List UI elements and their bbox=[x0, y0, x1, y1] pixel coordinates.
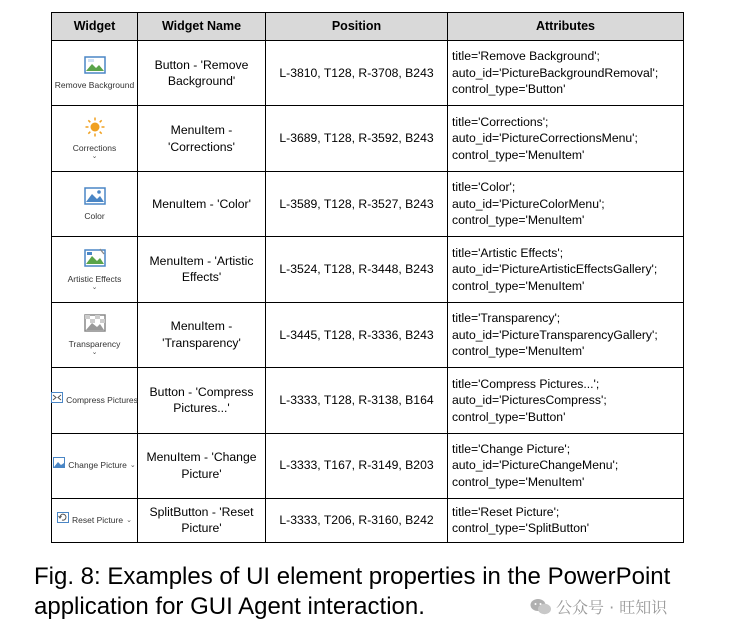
attribute-line: control_type='MenuItem' bbox=[452, 344, 585, 359]
attribute-line: control_type='Button' bbox=[452, 409, 566, 424]
attribute-line: title='Artistic Effects'; bbox=[452, 245, 564, 260]
widget-label: Artistic Effects bbox=[67, 274, 122, 285]
table-row bbox=[52, 41, 684, 106]
table-header-row bbox=[52, 13, 684, 41]
widget-name-cell: Button - 'Remove Background' bbox=[138, 41, 266, 106]
attribute-line: control_type='MenuItem' bbox=[452, 147, 585, 162]
widget-name-cell: Button - 'Compress Pictures...' bbox=[138, 368, 266, 433]
attribute-line: title='Corrections'; bbox=[452, 114, 549, 129]
widget-name-cell: SplitButton - 'Reset Picture' bbox=[138, 498, 266, 542]
widget-label: Change Picture bbox=[68, 460, 127, 471]
widget-cell bbox=[52, 41, 138, 106]
attribute-line: control_type='Button' bbox=[452, 82, 566, 97]
widget-preview bbox=[54, 187, 135, 222]
watermark bbox=[530, 595, 667, 618]
attribute-line: control_type='MenuItem' bbox=[452, 474, 585, 489]
chevron-down-icon: ⌄ bbox=[91, 153, 98, 161]
attributes-cell bbox=[448, 498, 684, 542]
header-widget: Widget bbox=[52, 13, 138, 41]
attribute-line: auto_id='PicturesCompress'; bbox=[452, 393, 607, 408]
position-cell: L-3524, T128, R-3448, B243 bbox=[266, 237, 448, 302]
watermark-text: 公众号 · 旺知识 bbox=[556, 598, 668, 617]
table-row bbox=[52, 498, 684, 542]
header-position: Position bbox=[266, 13, 448, 41]
properties-table-container bbox=[51, 12, 683, 543]
attribute-line: control_type='SplitButton' bbox=[452, 521, 590, 536]
attribute-line: title='Compress Pictures...'; bbox=[452, 376, 600, 391]
position-cell: L-3689, T128, R-3592, B243 bbox=[266, 106, 448, 171]
chevron-down-icon: ⌄ bbox=[91, 284, 98, 292]
sun-icon bbox=[84, 117, 106, 142]
attributes-cell bbox=[448, 106, 684, 171]
widget-label: Color bbox=[84, 211, 105, 222]
attribute-line: title='Reset Picture'; bbox=[452, 504, 560, 519]
widget-name-cell: MenuItem - 'Color' bbox=[138, 171, 266, 236]
attributes-cell bbox=[448, 302, 684, 367]
attribute-line: auto_id='PictureChangeMenu'; bbox=[452, 458, 619, 473]
widget-cell bbox=[52, 106, 138, 171]
compress-pictures-icon bbox=[51, 392, 63, 409]
position-cell: L-3333, T206, R-3160, B242 bbox=[266, 498, 448, 542]
color-picture-icon bbox=[84, 187, 106, 210]
widget-label: Reset Picture bbox=[72, 515, 124, 526]
attribute-line: auto_id='PictureCorrectionsMenu'; bbox=[452, 131, 638, 146]
widget-name-cell: MenuItem - 'Artistic Effects' bbox=[138, 237, 266, 302]
position-cell: L-3589, T128, R-3527, B243 bbox=[266, 171, 448, 236]
position-cell: L-3333, T167, R-3149, B203 bbox=[266, 433, 448, 498]
attribute-line: title='Change Picture'; bbox=[452, 441, 571, 456]
widget-preview bbox=[54, 56, 135, 91]
change-picture-icon bbox=[53, 457, 65, 474]
widget-preview bbox=[54, 457, 135, 474]
attribute-line: control_type='MenuItem' bbox=[452, 213, 585, 228]
chevron-down-icon: ⌄ bbox=[129, 462, 136, 470]
attribute-line: title='Transparency'; bbox=[452, 311, 561, 326]
header-attributes: Attributes bbox=[448, 13, 684, 41]
table-row bbox=[52, 433, 684, 498]
attribute-line: auto_id='PictureTransparencyGallery'; bbox=[452, 327, 658, 342]
widget-preview bbox=[54, 512, 135, 529]
table-row bbox=[52, 302, 684, 367]
widget-name-cell: MenuItem - 'Transparency' bbox=[138, 302, 266, 367]
table-row bbox=[52, 237, 684, 302]
properties-table bbox=[51, 12, 684, 543]
widget-label: Compress Pictures bbox=[66, 395, 138, 406]
widget-cell bbox=[52, 302, 138, 367]
figure-caption: Fig. 8: Examples of UI element properties in the PowerPoint application for GUI Agent interaction. bbox=[34, 563, 671, 620]
table-row bbox=[52, 171, 684, 236]
widget-cell bbox=[52, 433, 138, 498]
attribute-line: auto_id='PictureArtisticEffectsGallery'; bbox=[452, 262, 658, 277]
position-cell: L-3810, T128, R-3708, B243 bbox=[266, 41, 448, 106]
chevron-down-icon: ⌄ bbox=[91, 348, 98, 356]
widget-label: Corrections bbox=[72, 143, 117, 154]
remove-background-icon bbox=[84, 56, 106, 79]
artistic-effects-icon bbox=[84, 248, 106, 273]
attribute-line: control_type='MenuItem' bbox=[452, 278, 585, 293]
attributes-cell bbox=[448, 368, 684, 433]
reset-picture-icon bbox=[57, 512, 69, 529]
table-row bbox=[52, 368, 684, 433]
attributes-cell bbox=[448, 433, 684, 498]
chevron-down-icon: ⌄ bbox=[126, 516, 132, 524]
widget-name-cell: MenuItem - 'Corrections' bbox=[138, 106, 266, 171]
table-row bbox=[52, 106, 684, 171]
position-cell: L-3333, T128, R-3138, B164 bbox=[266, 368, 448, 433]
widget-preview bbox=[54, 392, 138, 409]
widget-cell bbox=[52, 368, 138, 433]
position-cell: L-3445, T128, R-3336, B243 bbox=[266, 302, 448, 367]
widget-name-cell: MenuItem - 'Change Picture' bbox=[138, 433, 266, 498]
widget-cell bbox=[52, 237, 138, 302]
attribute-line: title='Color'; bbox=[452, 180, 516, 195]
widget-cell bbox=[52, 498, 138, 542]
header-widget-name: Widget Name bbox=[138, 13, 266, 41]
attribute-line: auto_id='PictureBackgroundRemoval'; bbox=[452, 65, 659, 80]
widget-preview bbox=[54, 117, 135, 161]
wechat-icon bbox=[530, 598, 552, 616]
widget-label: Remove Background bbox=[54, 80, 135, 91]
attribute-line: auto_id='PictureColorMenu'; bbox=[452, 196, 605, 211]
transparency-icon bbox=[84, 314, 106, 337]
widget-label: Transparency bbox=[68, 338, 121, 349]
attributes-cell bbox=[448, 237, 684, 302]
widget-preview bbox=[54, 314, 135, 356]
widget-preview bbox=[54, 248, 135, 292]
attributes-cell bbox=[448, 41, 684, 106]
widget-cell bbox=[52, 171, 138, 236]
attributes-cell bbox=[448, 171, 684, 236]
attribute-line: title='Remove Background'; bbox=[452, 49, 600, 64]
